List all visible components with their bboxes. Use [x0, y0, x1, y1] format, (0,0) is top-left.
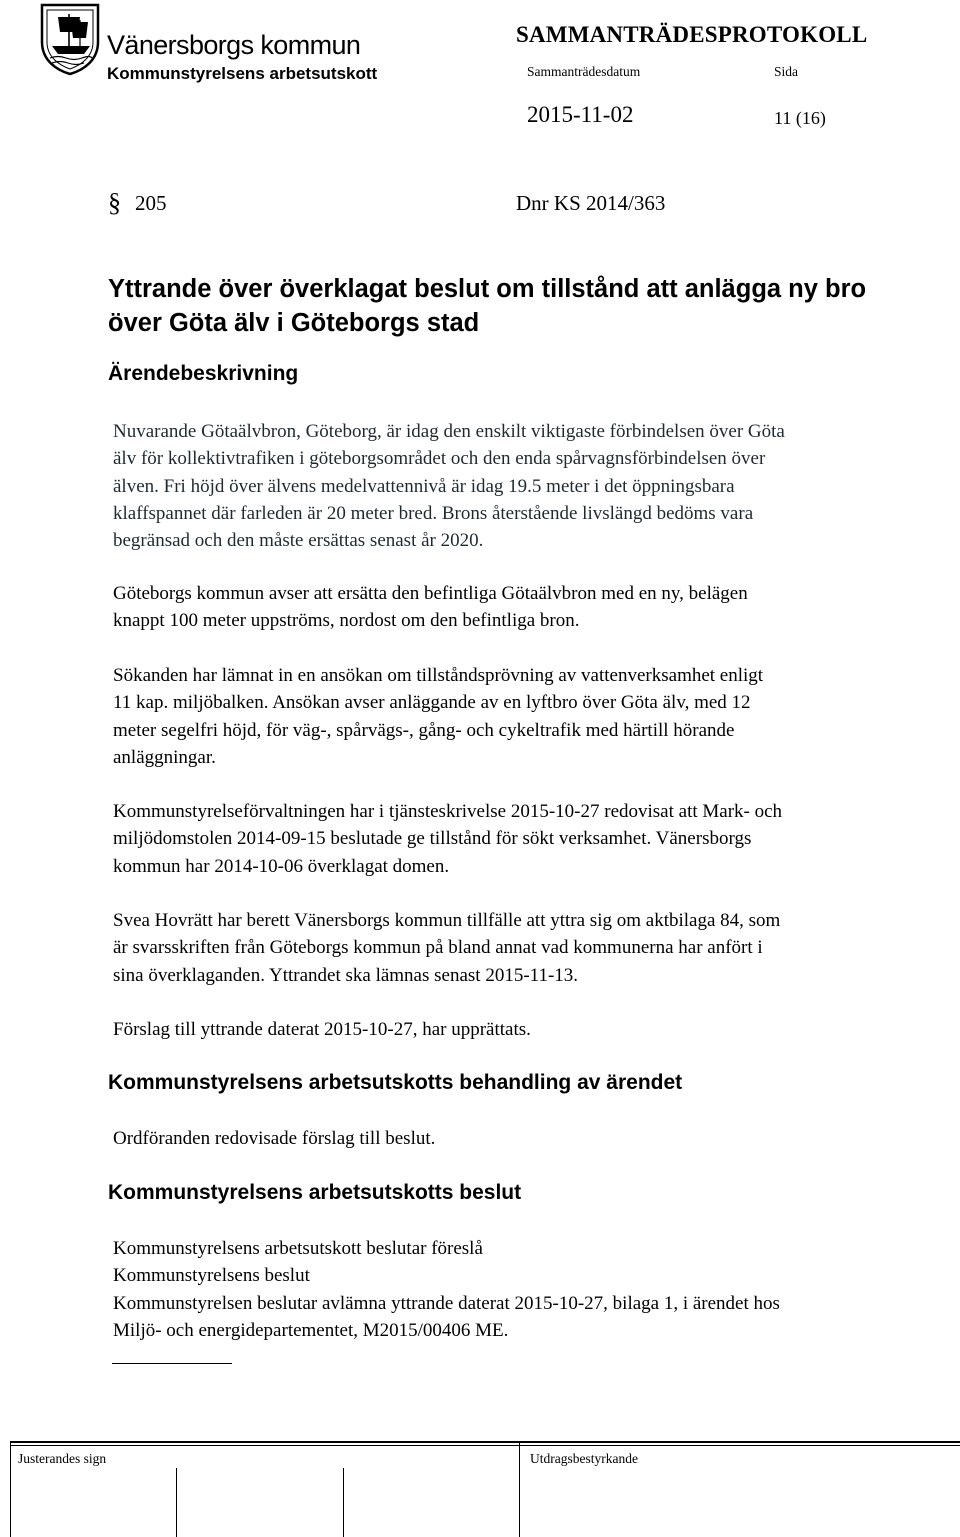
paragraph-replacement-plan: [113, 580, 958, 635]
text-line: miljödomstolen 2014-09-15 beslutade ge tillstånd för sökt verksamhet. Vänersborgs: [113, 828, 752, 850]
text-line: Förslag till yttrande daterat 2015-10-27, har upprättats.: [113, 1019, 531, 1040]
text-line: begränsad och den måste ersättas senast år 2020.: [113, 530, 484, 552]
signature-label: Justerandes sign: [18, 1451, 107, 1466]
text-line: Sökanden har lämnat in en ansökan om tillståndsprövning av vattenverksamhet enligt: [113, 665, 764, 686]
footer-divider: [10, 1441, 960, 1443]
decision-heading: Kommunstyrelsens arbetsutskotts beslut: [108, 1181, 522, 1204]
page-number: 11 (16): [774, 108, 826, 128]
text-line: Nuvarande Götaälvbron, Göteborg, är idag den enskilt viktigaste förbindelsen över Göta: [113, 421, 785, 442]
footer-cell-border: [10, 1442, 11, 1537]
treatment-heading: Kommunstyrelsens arbetsutskotts behandling av ärendet: [108, 1071, 683, 1094]
text-line: Kommunstyrelsens arbetsutskott beslutar föreslå: [113, 1238, 483, 1259]
footer-divider-thin: [10, 1445, 960, 1446]
meeting-date: 2015-11-02: [527, 102, 634, 127]
footer-cell-border: [176, 1468, 177, 1537]
paragraph-treatment: [113, 1125, 958, 1152]
meeting-date-label: Sammanträdesdatum: [527, 64, 641, 79]
paragraph-application: [113, 662, 958, 771]
section-sign: §: [108, 188, 121, 217]
organization-name: Vänersborgs kommun: [107, 30, 361, 60]
text-line: Miljö- och energidepartementet, M2015/00406 ME.: [113, 1319, 509, 1341]
case-dnr: Dnr KS 2014/363: [516, 191, 666, 215]
case-number: 205: [135, 191, 167, 215]
document-type: SAMMANTRÄDESPROTOKOLL: [516, 22, 868, 47]
text-line: kommun har 2014-10-06 överklagat domen.: [113, 855, 450, 877]
paragraph-administration-report: [113, 798, 958, 880]
paragraph-decision: [113, 1235, 958, 1344]
text-line: är svarsskriften från Göteborgs kommun på bland annat vad kommunerna har anfört i: [113, 937, 763, 959]
end-divider: [112, 1363, 232, 1364]
text-line: sina överklaganden. Yttrandet ska lämnas senast 2015-11-13.: [113, 964, 579, 986]
footer-cell-border: [343, 1468, 344, 1537]
text-line: Kommunstyrelseförvaltningen har i tjänsteskrivelse 2015-10-27 redovisat att Mark- och: [113, 801, 783, 822]
text-line: meter segelfri höjd, för väg-, spårvägs-, gång- och cykeltrafik med härtill hörande: [113, 719, 735, 741]
text-line: Svea Hovrätt har berett Vänersborgs kommun tillfälle att yttra sig om aktbilaga 84, som: [113, 910, 781, 931]
text-line: Kommunstyrelsen beslutar avlämna yttrande daterat 2015-10-27, bilaga 1, i ärendet hos: [113, 1292, 780, 1314]
vanersborg-coat-of-arms-icon: [38, 2, 102, 76]
extract-certification-label: Utdragsbestyrkande: [530, 1451, 638, 1466]
page-label: Sida: [774, 64, 799, 79]
title-line: över Göta älv i Göteborgs stad: [108, 309, 480, 337]
paragraph-proposal: [113, 1016, 958, 1043]
text-line: knappt 100 meter uppströms, nordost om den befintliga bron.: [113, 610, 580, 632]
page-title: [108, 272, 948, 340]
text-line: 11 kap. miljöbalken. Ansökan avser anläggande av en lyftbro över Göta älv, med 12: [113, 692, 751, 714]
organization-subtitle: Kommunstyrelsens arbetsutskott: [107, 64, 378, 83]
text-line: älven. Fri höjd över älvens medelvattennivå är idag 19.5 meter i det öppningsbara: [113, 475, 735, 497]
text-line: klaffspannet där farleden är 20 meter bred. Brons återstående livslängd bedöms vara: [113, 502, 754, 524]
text-line: Ordföranden redovisade förslag till beslut.: [113, 1128, 436, 1149]
text-line: Kommunstyrelsens beslut: [113, 1265, 310, 1287]
text-line: anläggningar.: [113, 746, 216, 768]
paragraph-background: [113, 418, 958, 554]
footer-cell-border: [519, 1442, 520, 1537]
text-line: Göteborgs kommun avser att ersätta den befintliga Götaälvbron med en ny, belägen: [113, 583, 748, 604]
title-line: Yttrande över överklagat beslut om tillstånd att anlägga ny bro: [108, 275, 867, 303]
text-line: älv för kollektivtrafiken i göteborgsområdet och den enda spårvagnsförbindelsen över: [113, 448, 766, 470]
description-heading: Ärendebeskrivning: [108, 362, 299, 385]
paragraph-court-of-appeal: [113, 907, 958, 989]
